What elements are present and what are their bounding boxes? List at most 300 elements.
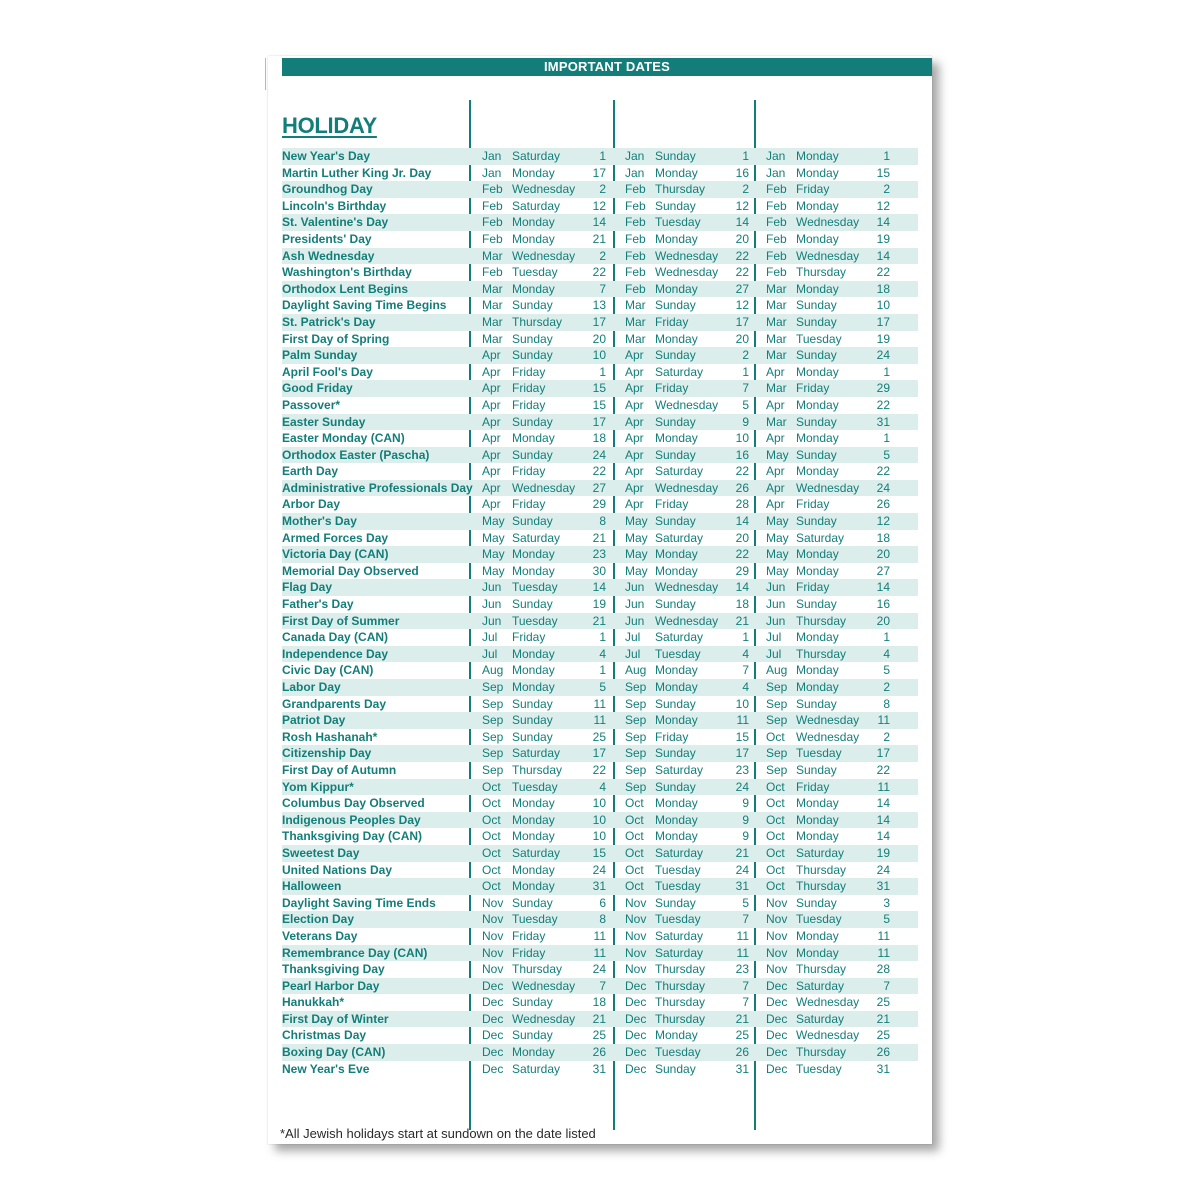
holiday-month: Jan (766, 165, 786, 180)
holiday-date: 20 (735, 231, 749, 246)
holiday-date: 10 (592, 796, 606, 811)
holiday-weekday: Wednesday (512, 1011, 576, 1026)
holiday-weekday: Monday (512, 431, 555, 446)
holiday-weekday: Monday (796, 796, 839, 811)
holiday-date: 17 (735, 746, 749, 761)
holiday-row (282, 762, 918, 779)
holiday-date: 31 (876, 414, 890, 429)
holiday-date: 2 (742, 348, 749, 363)
holiday-month: Feb (625, 281, 646, 296)
holiday-date: 1 (599, 364, 606, 379)
holiday-date: 25 (876, 995, 890, 1010)
holiday-row (282, 496, 918, 513)
holiday-month: Aug (625, 663, 647, 678)
holiday-month: Oct (625, 879, 644, 894)
holiday-month: Mar (766, 281, 787, 296)
holiday-weekday: Monday (512, 646, 555, 661)
holiday-date: 12 (876, 198, 890, 213)
holiday-name: Canada Day (CAN) (282, 630, 389, 645)
holiday-month: Sep (482, 746, 504, 761)
holiday-month: May (625, 514, 648, 529)
holiday-month: Dec (766, 1061, 788, 1076)
holiday-date: 18 (876, 530, 890, 545)
holiday-weekday: Monday (512, 547, 555, 562)
holiday-row (282, 961, 918, 978)
holiday-weekday: Monday (796, 364, 839, 379)
holiday-name: Columbus Day Observed (282, 796, 425, 811)
holiday-name: Good Friday (282, 381, 353, 396)
holiday-month: Apr (625, 431, 644, 446)
holiday-weekday: Sunday (655, 1061, 696, 1076)
holiday-date: 7 (742, 663, 749, 678)
holiday-row (282, 978, 918, 995)
holiday-name: New Year's Day (282, 149, 371, 163)
holiday-date: 4 (599, 779, 606, 794)
holiday-month: Apr (482, 414, 501, 429)
holiday-row (282, 812, 918, 829)
holiday-weekday: Tuesday (512, 265, 558, 280)
holiday-weekday: Friday (512, 928, 546, 943)
holiday-month: May (766, 530, 789, 545)
holiday-date: 27 (592, 480, 606, 495)
holiday-month: Oct (482, 862, 501, 877)
holiday-date: 5 (599, 680, 606, 694)
holiday-date: 2 (599, 182, 606, 197)
holiday-weekday: Sunday (796, 348, 837, 363)
holiday-date: 24 (592, 962, 606, 977)
holiday-month: Sep (625, 779, 647, 794)
holiday-date: 17 (592, 746, 606, 761)
holiday-name: Armed Forces Day (282, 530, 389, 545)
holiday-name: Administrative Professionals Day (282, 480, 473, 495)
holiday-date: 20 (876, 547, 890, 562)
holiday-weekday: Tuesday (655, 912, 701, 927)
holiday-row (282, 480, 918, 497)
holiday-weekday: Monday (655, 680, 698, 694)
holiday-name: Victoria Day (CAN) (282, 547, 389, 562)
holiday-weekday: Wednesday (512, 182, 576, 197)
holiday-weekday: Sunday (655, 298, 696, 313)
holiday-weekday: Saturday (512, 746, 561, 761)
holiday-weekday: Sunday (512, 447, 553, 462)
holiday-month: Oct (766, 796, 785, 811)
holiday-date: 15 (876, 165, 890, 180)
holiday-date: 1 (599, 149, 606, 163)
holiday-row (282, 530, 918, 547)
holiday-month: Sep (766, 746, 788, 761)
holiday-date: 7 (883, 978, 890, 993)
holiday-weekday: Sunday (655, 895, 696, 910)
holiday-weekday: Saturday (655, 762, 704, 777)
holiday-weekday: Monday (796, 663, 839, 678)
holiday-month: May (482, 563, 505, 578)
holiday-weekday: Thursday (655, 995, 706, 1010)
holiday-month: Oct (482, 845, 501, 860)
holiday-date: 7 (742, 995, 749, 1010)
holiday-date: 20 (735, 530, 749, 545)
holiday-weekday: Friday (796, 779, 830, 794)
holiday-month: Oct (482, 779, 501, 794)
holiday-weekday: Sunday (655, 696, 696, 711)
holiday-date: 21 (735, 613, 749, 628)
holiday-date: 31 (592, 879, 606, 894)
holiday-row (282, 646, 918, 663)
holiday-weekday: Friday (512, 945, 546, 960)
holiday-month: Apr (625, 414, 644, 429)
holiday-row (282, 994, 918, 1011)
holiday-date: 22 (876, 265, 890, 280)
holiday-row (282, 414, 918, 431)
holiday-row (282, 546, 918, 563)
holiday-month: Oct (766, 779, 785, 794)
holiday-month: Feb (482, 198, 503, 213)
holiday-month: Feb (625, 198, 646, 213)
holiday-date: 20 (735, 331, 749, 346)
holiday-month: Sep (766, 713, 788, 728)
holiday-date: 23 (735, 962, 749, 977)
holiday-date: 12 (876, 514, 890, 529)
holiday-weekday: Saturday (655, 530, 704, 545)
holiday-month: Apr (766, 480, 785, 495)
holiday-month: Apr (482, 447, 501, 462)
holiday-weekday: Sunday (655, 414, 696, 429)
holiday-month: Sep (482, 729, 504, 744)
holiday-date: 21 (592, 613, 606, 628)
holiday-month: Nov (766, 962, 788, 977)
holiday-month: Nov (766, 895, 788, 910)
holiday-weekday: Sunday (512, 298, 553, 313)
holiday-month: Sep (625, 729, 647, 744)
holiday-date: 7 (742, 912, 749, 927)
holiday-date: 30 (592, 563, 606, 578)
holiday-weekday: Thursday (796, 862, 847, 877)
holiday-month: Apr (625, 381, 644, 396)
holiday-weekday: Monday (655, 1028, 698, 1043)
holiday-date: 2 (599, 248, 606, 263)
holiday-month: Dec (482, 978, 504, 993)
holiday-month: Dec (625, 1011, 647, 1026)
holiday-date: 31 (876, 879, 890, 894)
holiday-weekday: Saturday (512, 530, 561, 545)
holiday-row (282, 945, 918, 962)
holiday-row (282, 281, 918, 298)
holiday-weekday: Sunday (512, 348, 553, 363)
holiday-weekday: Wednesday (512, 978, 576, 993)
holiday-weekday: Monday (512, 231, 555, 246)
holiday-row (282, 380, 918, 397)
holiday-month: Sep (482, 762, 504, 777)
holiday-name: Easter Sunday (282, 414, 366, 429)
holiday-weekday: Sunday (512, 414, 553, 429)
holiday-month: Nov (766, 945, 788, 960)
holiday-row (282, 878, 918, 895)
holiday-row (282, 862, 918, 879)
holiday-weekday: Thursday (796, 265, 847, 280)
holiday-row (282, 231, 918, 248)
holiday-month: Apr (625, 397, 644, 412)
holiday-name: Yom Kippur* (282, 779, 354, 794)
holiday-weekday: Monday (512, 215, 555, 230)
holiday-weekday: Monday (655, 796, 698, 811)
holiday-date: 11 (877, 945, 890, 960)
holiday-weekday: Sunday (655, 597, 696, 612)
holiday-month: Jan (482, 165, 502, 180)
holiday-date: 29 (876, 381, 890, 396)
holiday-weekday: Tuesday (796, 331, 842, 346)
holiday-month: Nov (482, 962, 504, 977)
holiday-weekday: Friday (655, 729, 689, 744)
holiday-name: Earth Day (282, 464, 339, 479)
holiday-date: 1 (599, 630, 606, 645)
holiday-date: 2 (883, 182, 890, 197)
holiday-date: 21 (735, 845, 749, 860)
holiday-month: Mar (766, 348, 787, 363)
holiday-weekday: Saturday (655, 630, 704, 645)
holiday-date: 11 (877, 928, 890, 943)
holiday-date: 4 (883, 646, 890, 661)
holiday-name: Indigenous Peoples Day (282, 812, 421, 827)
holiday-name: Orthodox Lent Begins (282, 281, 408, 296)
holiday-date: 5 (883, 447, 890, 462)
holiday-row (282, 347, 918, 364)
holiday-date: 16 (735, 165, 749, 180)
holiday-weekday: Monday (655, 231, 698, 246)
holiday-weekday: Thursday (655, 962, 706, 977)
holiday-month: Aug (766, 663, 788, 678)
holiday-month: Mar (482, 281, 503, 296)
holiday-weekday: Monday (655, 812, 698, 827)
holiday-month: Sep (482, 680, 504, 694)
holiday-month: Apr (766, 364, 785, 379)
holiday-date: 21 (735, 1011, 749, 1026)
holiday-weekday: Tuesday (655, 646, 701, 661)
holiday-date: 17 (735, 314, 749, 329)
holiday-month: Oct (482, 879, 501, 894)
holiday-row (282, 1027, 918, 1044)
holiday-month: Apr (625, 447, 644, 462)
holiday-date: 21 (876, 1011, 890, 1026)
holiday-weekday: Sunday (796, 895, 837, 910)
holiday-weekday: Monday (796, 928, 839, 943)
holiday-row (282, 696, 918, 713)
holiday-name: First Day of Spring (282, 331, 390, 346)
holiday-weekday: Wednesday (655, 397, 719, 412)
holiday-month: Jun (625, 580, 645, 595)
holiday-month: Oct (625, 796, 644, 811)
holiday-name: Pearl Harbor Day (282, 978, 380, 993)
holiday-row (282, 579, 918, 596)
holiday-month: Dec (482, 995, 504, 1010)
holiday-weekday: Friday (512, 364, 546, 379)
holiday-row (282, 214, 918, 231)
holiday-month: Dec (482, 1045, 504, 1060)
holiday-month: Jun (766, 597, 786, 612)
holiday-month: May (625, 563, 648, 578)
holiday-month: Feb (625, 248, 646, 263)
holiday-date: 31 (592, 1061, 606, 1076)
holiday-date: 12 (735, 198, 749, 213)
holiday-date: 22 (592, 762, 606, 777)
holiday-name: Mother's Day (282, 514, 357, 529)
holiday-date: 14 (876, 812, 890, 827)
holiday-weekday: Sunday (796, 447, 837, 462)
holiday-month: Jul (482, 646, 498, 661)
holiday-month: Oct (766, 862, 785, 877)
holiday-weekday: Saturday (655, 845, 704, 860)
holiday-date: 20 (592, 331, 606, 346)
holiday-date: 25 (876, 1028, 890, 1043)
holiday-date: 16 (876, 597, 890, 612)
holiday-date: 9 (742, 414, 749, 429)
holiday-date: 14 (876, 829, 890, 844)
holiday-weekday: Wednesday (796, 248, 860, 263)
holiday-month: Apr (625, 480, 644, 495)
holiday-weekday: Friday (655, 381, 689, 396)
holiday-weekday: Tuesday (796, 1061, 842, 1076)
holiday-date: 17 (592, 165, 606, 180)
holiday-weekday: Friday (796, 381, 830, 396)
holiday-month: Sep (766, 680, 788, 694)
holiday-month: Dec (766, 995, 788, 1010)
holiday-month: Apr (625, 464, 644, 479)
holiday-date: 21 (592, 231, 606, 246)
holiday-weekday: Tuesday (655, 879, 701, 894)
holiday-month: Apr (766, 431, 785, 446)
holiday-name: Washington's Birthday (282, 265, 412, 280)
holiday-name: Flag Day (282, 580, 333, 595)
holiday-date: 10 (735, 431, 749, 446)
holiday-weekday: Sunday (796, 298, 837, 313)
holiday-date: 11 (593, 945, 606, 960)
holiday-date: 23 (735, 762, 749, 777)
holiday-month: Feb (482, 182, 503, 197)
holiday-month: Jan (625, 149, 645, 163)
holiday-weekday: Tuesday (512, 580, 558, 595)
holiday-weekday: Wednesday (796, 713, 860, 728)
holiday-date: 27 (735, 281, 749, 296)
holiday-date: 22 (735, 248, 749, 263)
holiday-date: 12 (592, 198, 606, 213)
holiday-month: Dec (625, 995, 647, 1010)
holiday-row (282, 928, 918, 945)
holiday-weekday: Thursday (512, 762, 563, 777)
holiday-weekday: Monday (512, 680, 555, 694)
holiday-row (282, 248, 918, 265)
holiday-month: May (766, 447, 789, 462)
holiday-date: 24 (592, 862, 606, 877)
holiday-name: Sweetest Day (282, 845, 360, 860)
holiday-month: Apr (625, 364, 644, 379)
holiday-weekday: Wednesday (796, 729, 860, 744)
holiday-month: Feb (766, 265, 787, 280)
holiday-name: Thanksgiving Day (CAN) (282, 829, 423, 844)
holiday-month: Oct (625, 862, 644, 877)
holiday-month: Jun (482, 597, 502, 612)
holiday-weekday: Saturday (512, 149, 561, 163)
holiday-month: Oct (482, 829, 501, 844)
holiday-date: 14 (592, 580, 606, 595)
holiday-date: 25 (592, 729, 606, 744)
holiday-weekday: Thursday (796, 879, 847, 894)
holiday-month: Apr (482, 497, 501, 512)
holiday-date: 1 (599, 663, 606, 678)
holiday-date: 6 (599, 895, 606, 910)
holiday-month: Oct (482, 812, 501, 827)
holiday-date: 21 (592, 530, 606, 545)
holiday-date: 22 (735, 464, 749, 479)
holiday-weekday: Wednesday (655, 580, 719, 595)
holiday-month: Aug (482, 663, 504, 678)
holiday-date: 14 (876, 248, 890, 263)
holiday-weekday: Monday (796, 680, 839, 694)
holiday-date: 14 (735, 580, 749, 595)
holiday-weekday: Monday (796, 431, 839, 446)
holiday-weekday: Friday (512, 464, 546, 479)
holiday-date: 25 (735, 1028, 749, 1043)
holiday-weekday: Sunday (796, 414, 837, 429)
holiday-month: Jun (482, 580, 502, 595)
holiday-month: Jun (766, 613, 786, 628)
holiday-name: Civic Day (CAN) (282, 663, 374, 678)
holiday-month: Dec (625, 1061, 647, 1076)
holiday-month: Apr (625, 497, 644, 512)
holiday-month: Nov (625, 945, 647, 960)
holiday-name: Palm Sunday (282, 348, 358, 363)
holiday-date: 5 (883, 663, 890, 678)
holiday-month: Dec (766, 978, 788, 993)
holiday-name: Father's Day (282, 597, 354, 612)
holiday-month: May (482, 547, 505, 562)
holiday-name: Citizenship Day (282, 746, 372, 761)
holiday-weekday: Monday (796, 149, 839, 163)
holiday-name: New Year's Eve (282, 1061, 370, 1076)
holiday-month: Nov (482, 928, 504, 943)
holiday-date: 14 (735, 215, 749, 230)
holiday-weekday: Saturday (512, 845, 561, 860)
holiday-date: 14 (876, 796, 890, 811)
holiday-month: May (482, 514, 505, 529)
holiday-month: Apr (766, 397, 785, 412)
holiday-weekday: Monday (655, 431, 698, 446)
holiday-weekday: Friday (512, 497, 546, 512)
holiday-date: 21 (592, 1011, 606, 1026)
holiday-date: 12 (735, 298, 749, 313)
holiday-weekday: Saturday (796, 1011, 845, 1026)
holiday-weekday: Monday (655, 713, 698, 728)
holiday-date: 29 (735, 563, 749, 578)
holiday-weekday: Friday (796, 497, 830, 512)
holiday-name: Memorial Day Observed (282, 563, 419, 578)
holiday-month: Nov (625, 912, 647, 927)
holiday-weekday: Tuesday (796, 746, 842, 761)
holiday-month: Oct (625, 845, 644, 860)
holiday-name: First Day of Autumn (282, 762, 397, 777)
holiday-row (282, 364, 918, 381)
holiday-month: Feb (625, 231, 646, 246)
holiday-month: Feb (482, 215, 503, 230)
holiday-weekday: Thursday (796, 1045, 847, 1060)
holiday-weekday: Saturday (796, 845, 845, 860)
holiday-date: 22 (876, 397, 890, 412)
holiday-name: First Day of Summer (282, 613, 400, 628)
holiday-weekday: Saturday (655, 928, 704, 943)
holiday-month: Jun (766, 580, 786, 595)
holiday-month: May (482, 530, 505, 545)
holiday-row (282, 331, 918, 348)
holiday-weekday: Friday (512, 397, 546, 412)
holiday-date: 4 (742, 680, 749, 694)
holiday-name: Martin Luther King Jr. Day (282, 165, 432, 180)
